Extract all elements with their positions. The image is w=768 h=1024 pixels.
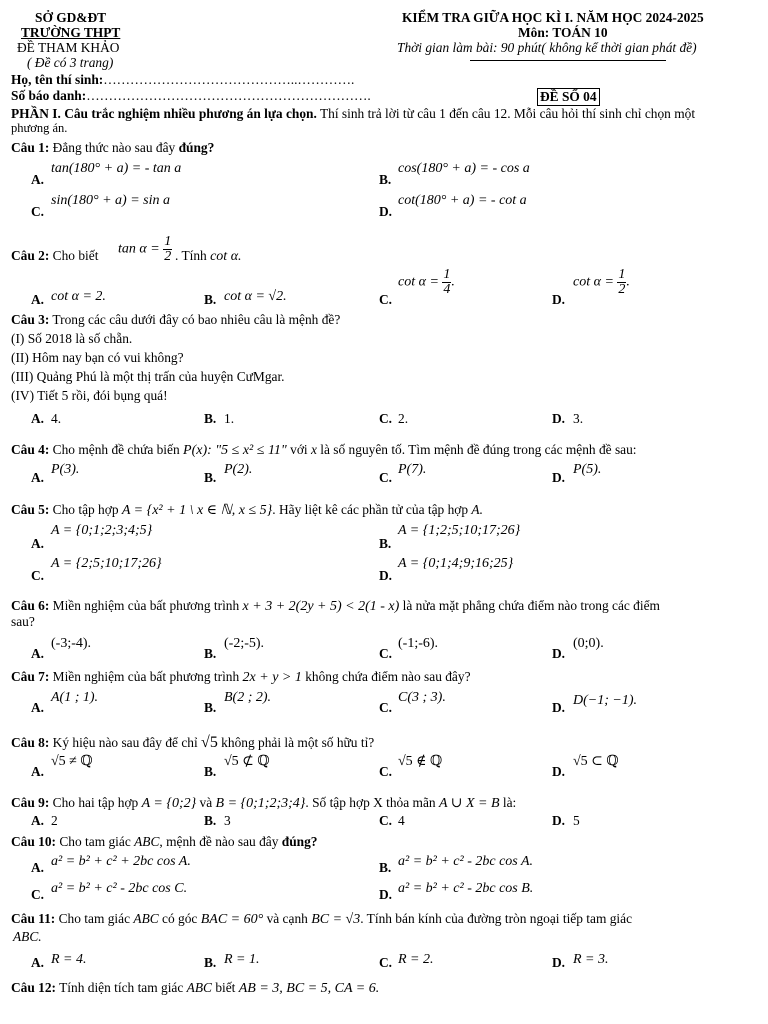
q11-label-d: D.	[552, 955, 566, 970]
q11-label-a: A.	[31, 955, 45, 970]
q2-text: . Tính cot α.	[175, 248, 242, 264]
department-name: SỞ GD&ĐT	[35, 10, 107, 25]
q9-label-d: D.	[552, 813, 566, 828]
q1-option-a[interactable]: tan(180° + a) = - tan a	[51, 161, 182, 176]
q11-label-c: C.	[379, 955, 393, 970]
question-6: Câu 6: Miền nghiệm của bất phương trình x + 3 + 2(2y + 5) < 2(1 - x) là nửa mặt phẳng chứa điểm nào trong các điểm	[11, 598, 660, 614]
q10-option-c[interactable]: a² = b² + c² - 2bc cos C.	[51, 881, 188, 896]
q3-statement-1: (I) Số 2018 là số chẵn.	[11, 331, 133, 346]
question-7: Câu 7: Miền nghiệm của bất phương trình 2x + y > 1 không chứa điểm nào sau đây?	[11, 669, 471, 685]
question-3: Câu 3: Trong các câu dưới đây có bao nhiêu câu là mệnh đề?	[11, 312, 341, 327]
q8-label-a: A.	[31, 764, 45, 779]
q8-option-a[interactable]: √5 ≠ ℚ	[51, 754, 93, 769]
q8-label-c: C.	[379, 764, 393, 779]
q4-label-d: D.	[552, 470, 566, 485]
question-4: Câu 4: Cho mệnh đề chứa biến P(x): "5 ≤ x² ≤ 11" với x là số nguyên tố. Tìm mệnh đề đúng trong các mệnh đề sau:	[11, 442, 637, 458]
q6-option-d[interactable]: (0;0).	[573, 636, 604, 651]
q4-option-b[interactable]: P(2).	[224, 462, 253, 477]
q3-option-c[interactable]: 2.	[398, 411, 409, 426]
q1-label-b: B.	[379, 172, 392, 187]
q3-statement-2: (II) Hôm nay bạn có vui không?	[11, 350, 184, 365]
q7-label-d: D.	[552, 700, 566, 715]
q2-condition: tan α = $\frac{1}{2}$	[118, 234, 172, 264]
q11-option-b[interactable]: R = 1.	[224, 952, 260, 967]
q7-label-c: C.	[379, 700, 393, 715]
question-2: Câu 2: Cho biết	[11, 248, 99, 263]
q11-option-d[interactable]: R = 3.	[573, 952, 609, 967]
q2-label-d: D.	[552, 292, 566, 307]
q3-option-a[interactable]: 4.	[51, 411, 62, 426]
exam-type: ĐỀ THAM KHẢO	[17, 40, 120, 55]
q1-label-d: D.	[379, 204, 393, 219]
q5-option-c[interactable]: A = {2;5;10;17;26}	[51, 556, 162, 571]
q3-statement-4: (IV) Tiết 5 rồi, đói bụng quá!	[11, 388, 168, 403]
q11-label-b: B.	[204, 955, 217, 970]
question-8: Câu 8: Ký hiệu nào sau đây để chỉ √5 không phải là một số hữu tỉ?	[11, 734, 375, 751]
q7-label-b: B.	[204, 700, 217, 715]
question-12: Câu 12: Tính diện tích tam giác ABC biết AB = 3, BC = 5, CA = 6.	[11, 980, 380, 996]
question-5: Câu 5: Cho tập hợp A = {x² + 1 \ x ∈ ℕ, x ≤ 5}. Hãy liệt kê các phần tử của tập hợp A.	[11, 502, 483, 518]
q7-option-c[interactable]: C(3 ; 3).	[398, 690, 446, 705]
q8-option-b[interactable]: √5 ⊄ ℚ	[224, 754, 270, 769]
q1-option-d[interactable]: cot(180° + a) = - cot a	[398, 193, 527, 208]
question-10: Câu 10: Cho tam giác ABC, mệnh đề nào sau đây đúng?	[11, 834, 318, 849]
q4-option-c[interactable]: P(7).	[398, 462, 427, 477]
q4-label-a: A.	[31, 470, 45, 485]
q10-label-d: D.	[379, 887, 393, 902]
q1-option-c[interactable]: sin(180° + a) = sin a	[51, 193, 170, 208]
q7-option-d[interactable]: D(−1; −1).	[573, 693, 637, 708]
header-divider	[470, 60, 666, 61]
q5-label-c: C.	[31, 568, 45, 583]
q2-option-c[interactable]: cot α = $\frac{1}{4}$ .	[398, 267, 455, 297]
question-11: Câu 11: Cho tam giác ABC có góc BAC = 60° và cạnh BC = √3. Tính bán kính của đường tròn ngoại tiếp tam giác	[11, 911, 633, 927]
q10-option-b[interactable]: a² = b² + c² - 2bc cos A.	[398, 854, 534, 869]
q6-option-a[interactable]: (-3;-4).	[51, 636, 92, 651]
q6-label-d: D.	[552, 646, 566, 661]
q9-option-b[interactable]: 3	[224, 813, 231, 828]
q5-label-b: B.	[379, 536, 392, 551]
q2-label-a: A.	[31, 292, 45, 307]
q5-option-a[interactable]: A = {0;1;2;3;4;5}	[51, 523, 153, 538]
subject: Môn: TOÁN 10	[518, 25, 608, 40]
q3-option-b[interactable]: 1.	[224, 411, 235, 426]
q10-label-c: C.	[31, 887, 45, 902]
q2-option-b[interactable]: cot α = √2.	[224, 289, 287, 304]
q9-option-d[interactable]: 5	[573, 813, 580, 828]
q8-option-d[interactable]: √5 ⊂ ℚ	[573, 754, 619, 769]
q10-option-d[interactable]: a² = b² + c² - 2bc cos B.	[398, 881, 534, 896]
q6-label-a: A.	[31, 646, 45, 661]
part1-heading: PHẦN I. Câu trắc nghiệm nhiều phương án lựa chọn. Thí sinh trả lời từ câu 1 đến câu 12. Mỗi câu hỏi thí sinh chỉ chọn một	[11, 106, 696, 121]
q4-option-a[interactable]: P(3).	[51, 462, 80, 477]
part1-heading-cont: phương án.	[11, 121, 68, 135]
q6-label-b: B.	[204, 646, 217, 661]
q10-option-a[interactable]: a² = b² + c² + 2bc cos A.	[51, 854, 191, 869]
q10-label-b: B.	[379, 860, 392, 875]
q2-option-d[interactable]: cot α = $\frac{1}{2}$ .	[573, 267, 630, 297]
q3-label-d: D.	[552, 411, 566, 426]
q7-option-a[interactable]: A(1 ; 1).	[51, 690, 99, 705]
page-count: ( Đề có 3 trang)	[27, 55, 114, 70]
q3-label-b: B.	[204, 411, 217, 426]
q7-option-b[interactable]: B(2 ; 2).	[224, 690, 272, 705]
q3-label-c: C.	[379, 411, 393, 426]
q8-label-d: D.	[552, 764, 566, 779]
q11-option-c[interactable]: R = 2.	[398, 952, 434, 967]
q4-option-d[interactable]: P(5).	[573, 462, 602, 477]
q6-label-c: C.	[379, 646, 393, 661]
q9-label-a: A.	[31, 813, 45, 828]
q8-label-b: B.	[204, 764, 217, 779]
q1-label-a: A.	[31, 172, 45, 187]
exam-title: KIỂM TRA GIỮA HỌC KÌ I. NĂM HỌC 2024-2025	[402, 10, 704, 25]
time-allowed: Thời gian làm bài: 90 phút( không kể thời gian phát đề)	[397, 40, 697, 55]
q5-option-d[interactable]: A = {0;1;4;9;16;25}	[398, 556, 514, 571]
q6-option-b[interactable]: (-2;-5).	[224, 636, 265, 651]
name-line: Họ, tên thí sinh:……………………………………..………….	[11, 72, 355, 87]
q4-label-c: C.	[379, 470, 393, 485]
school-name: TRƯỜNG THPT	[21, 25, 121, 40]
q9-option-c[interactable]: 4	[398, 813, 405, 828]
q1-option-b[interactable]: cos(180° + a) = - cos a	[398, 161, 530, 176]
id-line: Số báo danh:……………………………………………………….	[11, 88, 371, 103]
q9-option-a[interactable]: 2	[51, 813, 58, 828]
exam-code-box: ĐỀ SỐ 04	[537, 88, 600, 106]
q9-label-b: B.	[204, 813, 217, 828]
q3-statement-3: (III) Quảng Phú là một thị trấn của huyện CưMgar.	[11, 369, 285, 384]
q10-label-a: A.	[31, 860, 45, 875]
question-9: Câu 9: Cho hai tập hợp A = {0;2} và B = {0;1;2;3;4}. Số tập hợp X thỏa mãn A ∪ X = B là:	[11, 795, 517, 811]
question-6-cont: sau?	[11, 614, 35, 629]
q2-label-c: C.	[379, 292, 393, 307]
question-11-cont: ABC.	[13, 929, 42, 944]
q6-option-c[interactable]: (-1;-6).	[398, 636, 439, 651]
q2-option-a[interactable]: cot α = 2.	[51, 289, 106, 304]
q2-label-b: B.	[204, 292, 217, 307]
q9-label-c: C.	[379, 813, 393, 828]
q5-label-d: D.	[379, 568, 393, 583]
q7-label-a: A.	[31, 700, 45, 715]
q5-option-b[interactable]: A = {1;2;5;10;17;26}	[398, 523, 521, 538]
q1-label-c: C.	[31, 204, 45, 219]
q3-label-a: A.	[31, 411, 45, 426]
q5-label-a: A.	[31, 536, 45, 551]
q11-option-a[interactable]: R = 4.	[51, 952, 87, 967]
q3-option-d[interactable]: 3.	[573, 411, 584, 426]
q4-label-b: B.	[204, 470, 217, 485]
q8-option-c[interactable]: √5 ∉ ℚ	[398, 754, 443, 769]
question-1: Câu 1: Đẳng thức nào sau đây đúng?	[11, 140, 215, 155]
